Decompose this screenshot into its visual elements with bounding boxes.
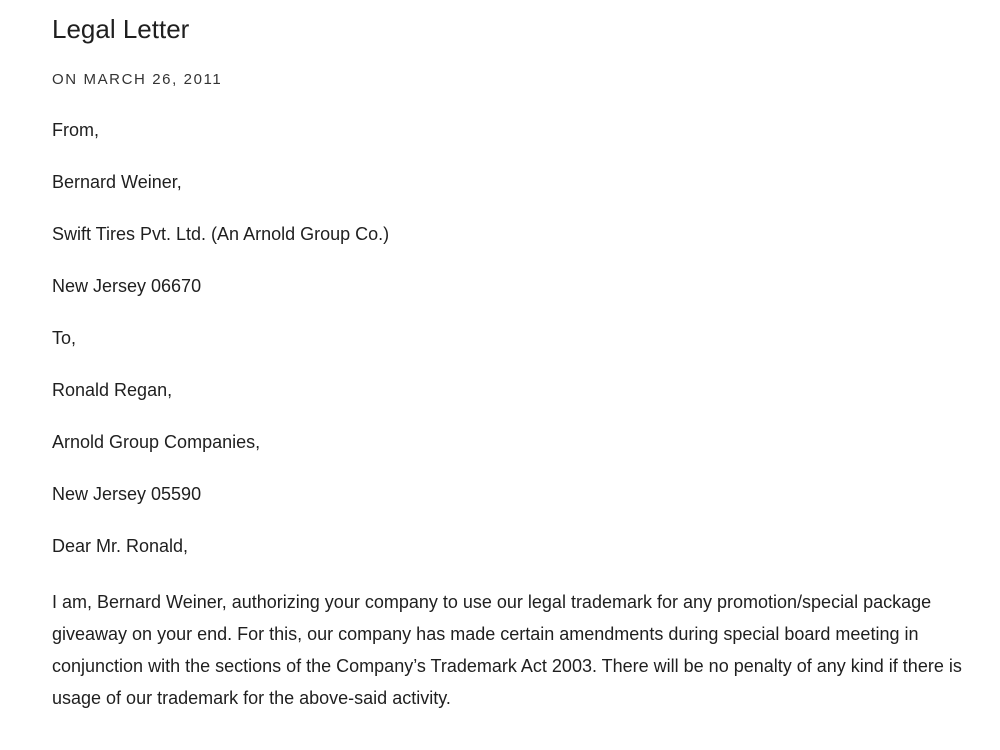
recipient-name: Ronald Regan, <box>52 380 173 400</box>
sender-name: Bernard Weiner, <box>52 172 182 192</box>
from-label: From, <box>52 120 99 140</box>
sender-company: Swift Tires Pvt. Ltd. (An Arnold Group Co.) <box>52 224 390 244</box>
sender-location: New Jersey 06670 <box>52 276 202 296</box>
letter-date: ON MARCH 26, 2011 <box>52 71 223 88</box>
recipient-company: Arnold Group Companies, <box>52 432 261 452</box>
letter-body-paragraph: I am, Bernard Weiner, authorizing your company to use our legal trademark for any promotion/special package giveaway on your end. For this, our company has made certain amendments during special board meeting in conjunction with the sections of the Company’s Trademark Act 2003. There will be no penalty of any kind if there is usage of our trademark for the above-said activity. <box>52 592 962 708</box>
page-title: Legal Letter <box>52 14 190 44</box>
recipient-location: New Jersey 05590 <box>52 484 202 504</box>
to-label: To, <box>52 328 77 348</box>
salutation: Dear Mr. Ronald, <box>52 536 189 556</box>
